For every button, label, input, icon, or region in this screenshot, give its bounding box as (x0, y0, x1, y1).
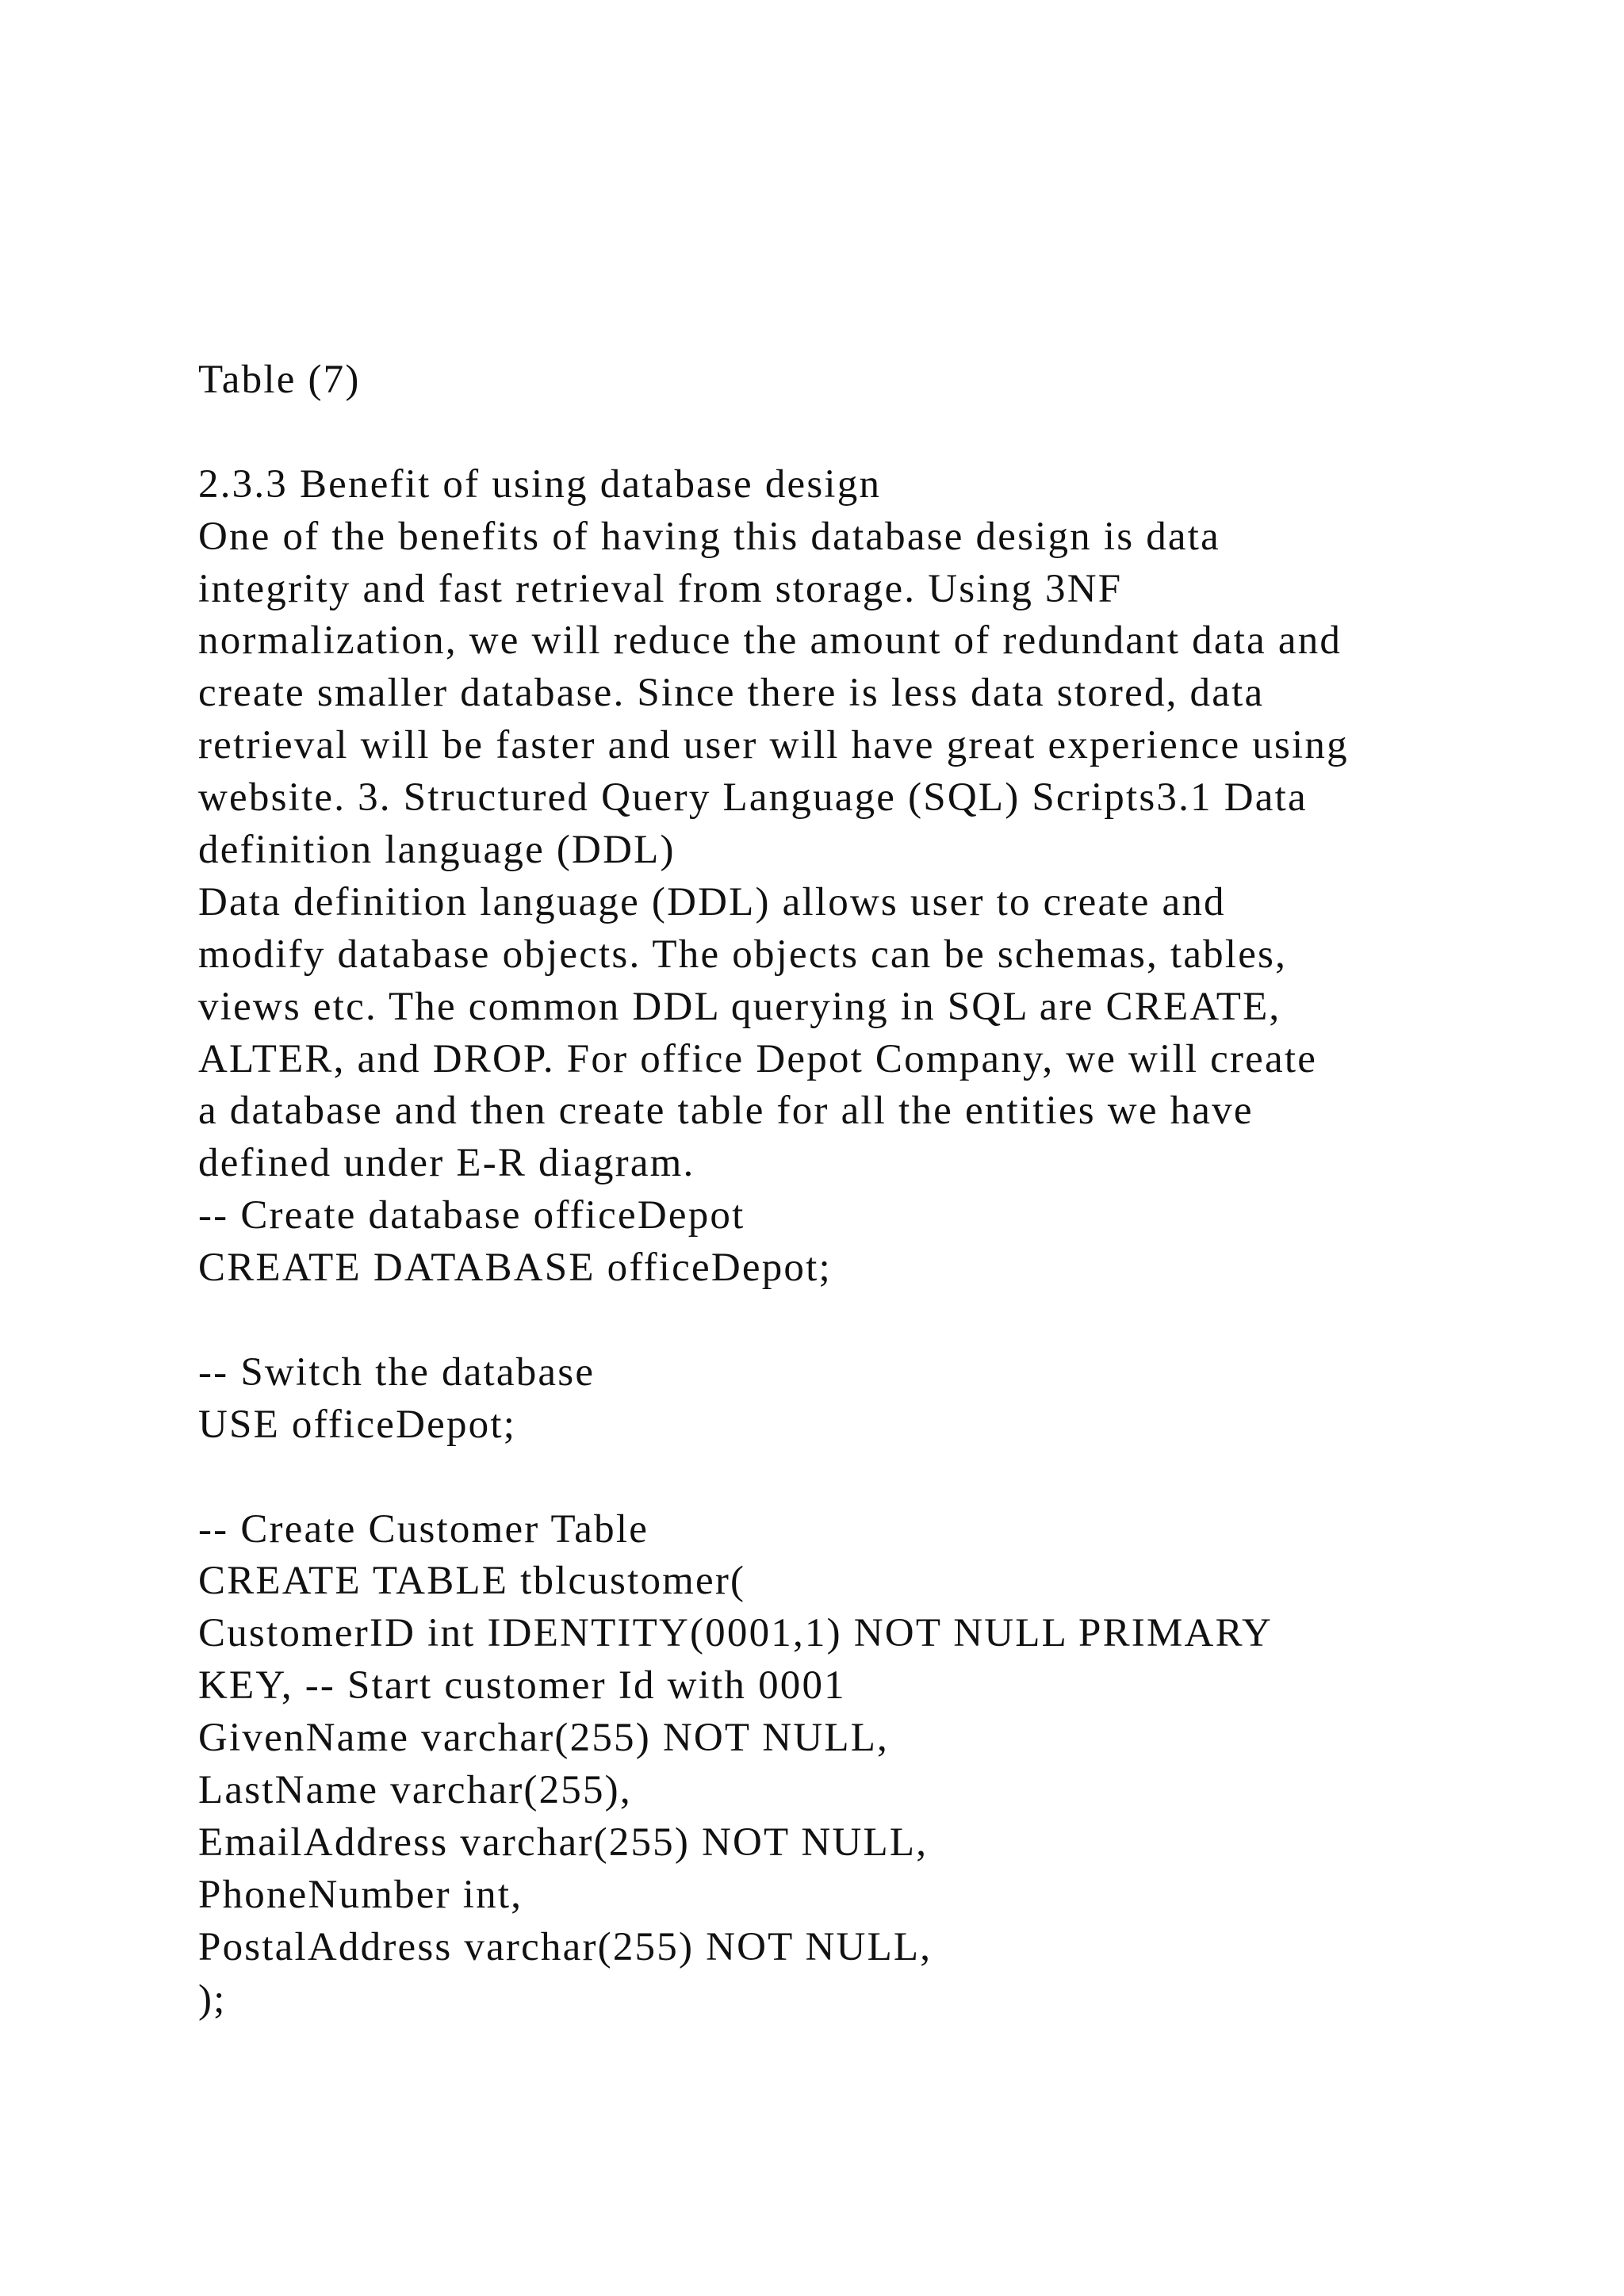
sql-code-line: CustomerID int IDENTITY(0001,1) NOT NULL PRIMARY (198, 1611, 1274, 1656)
paragraph-line: modify database objects. The objects can be schemas, tables, (198, 932, 1288, 977)
sql-comment-line: -- Create Customer Table (198, 1506, 649, 1552)
table-caption: Table (7) (198, 358, 361, 402)
sql-code-line: CREATE DATABASE officeDepot; (198, 1246, 832, 1291)
sql-comment-line: -- Switch the database (198, 1349, 596, 1395)
blank-line (198, 407, 1562, 459)
paragraph-line: retrieval will be faster and user will have great experience using (198, 723, 1349, 768)
paragraph-line: create smaller database. Since there is less data stored, data (198, 671, 1265, 716)
paragraph-line: ALTER, and DROP. For office Depot Company, we will create (198, 1036, 1318, 1081)
paragraph-line: normalization, we will reduce the amount of redundant data and (198, 618, 1342, 664)
paragraph-line: integrity and fast retrieval from storage. Using 3NF (198, 566, 1123, 611)
blank-line (198, 1452, 1562, 1504)
paragraph-line: definition language (DDL) (198, 828, 676, 873)
sql-code-line: USE officeDepot; (198, 1402, 517, 1447)
sql-code-line: PostalAddress varchar(255) NOT NULL, (198, 1924, 933, 1969)
paragraph-line: a database and then create table for all the entities we have (198, 1089, 1254, 1134)
sql-code-line: ); (198, 1976, 227, 2022)
document-body (198, 354, 1562, 2026)
sql-code-line: LastName varchar(255), (198, 1768, 632, 1813)
paragraph-line: One of the benefits of having this database design is data (198, 514, 1220, 559)
section-heading: 2.3.3 Benefit of using database design (198, 461, 882, 507)
sql-code-line: PhoneNumber int, (198, 1872, 523, 1917)
sql-code-line: GivenName varchar(255) NOT NULL, (198, 1716, 890, 1761)
sql-code-line: CREATE TABLE tblcustomer( (198, 1559, 746, 1604)
sql-code-line: KEY, -- Start customer Id with 0001 (198, 1663, 846, 1709)
paragraph-line: defined under E-R diagram. (198, 1141, 695, 1186)
paragraph-line: website. 3. Structured Query Language (SQL) Scripts3.1 Data (198, 775, 1308, 821)
paragraph-line: views etc. The common DDL querying in SQL are CREATE, (198, 984, 1281, 1029)
blank-line (198, 1295, 1562, 1347)
sql-code-line: EmailAddress varchar(255) NOT NULL, (198, 1820, 929, 1865)
sql-comment-line: -- Create database officeDepot (198, 1193, 745, 1238)
paragraph-line: Data definition language (DDL) allows user to create and (198, 879, 1226, 924)
